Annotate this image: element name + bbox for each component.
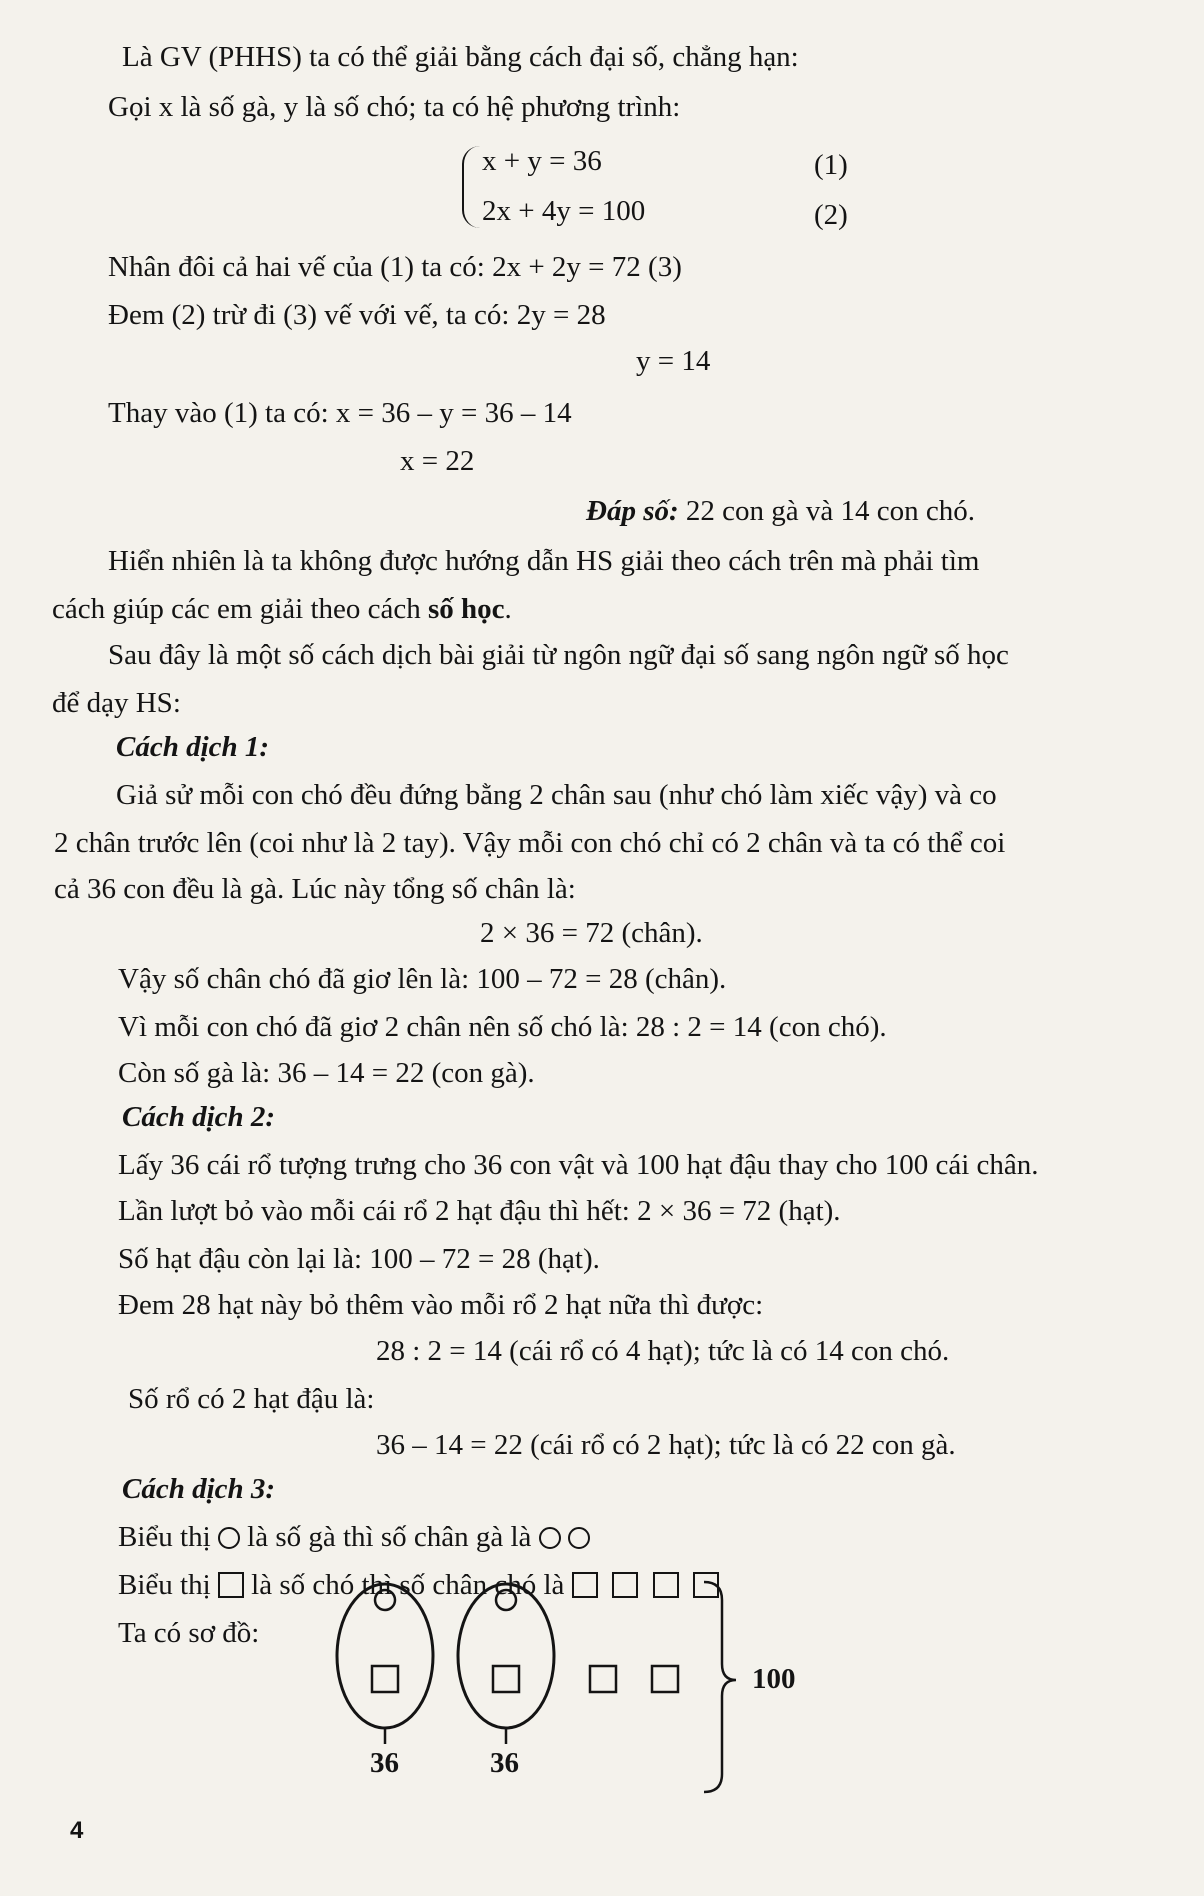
square-symbol: [372, 1666, 398, 1692]
answer-label: Đáp số:: [586, 495, 679, 527]
square-symbol: [493, 1666, 519, 1692]
algebra-step-4: Thay vào (1) ta có: x = 36 – y = 36 – 14: [108, 397, 572, 429]
method-2-line-2: Lần lượt bỏ vào mỗi cái rổ 2 hạt đậu thì hết: 2 × 36 = 72 (hạt).: [118, 1195, 841, 1227]
method-1-line-2: 2 chân trước lên (coi như là 2 tay). Vậy mỗi con chó chỉ có 2 chân và ta có thể coi: [54, 827, 1006, 859]
para1-bold: số học: [428, 593, 505, 625]
method-2-line-1: Lấy 36 cái rổ tượng trưng cho 36 con vật và 100 hạt đậu thay cho 100 cái chân.: [118, 1149, 1039, 1181]
square-symbol: [590, 1666, 616, 1692]
equation-1: x + y = 36: [482, 145, 602, 177]
basket-ellipse-left: [337, 1584, 433, 1728]
algebra-step-1: Nhân đôi cả hai vế của (1) ta có: 2x + 2y = 72 (3): [108, 251, 682, 283]
method-1-line-1: Giả sử mỗi con chó đều đứng bằng 2 chân sau (như chó làm xiếc vậy) và co: [116, 779, 997, 811]
method-3-line-3: Ta có sơ đồ:: [118, 1617, 260, 1649]
intro-line-2: Gọi x là số gà, y là số chó; ta có hệ phương trình:: [108, 91, 681, 123]
para1-text: cách giúp các em giải theo cách: [52, 593, 428, 625]
method-1-line-4: 2 × 36 = 72 (chân).: [480, 917, 703, 949]
square-symbol: [652, 1666, 678, 1692]
page-number: 4: [70, 1817, 84, 1844]
method-3-line-1-a: Biểu thị: [118, 1521, 218, 1553]
algebra-step-2: Đem (2) trừ đi (3) vế với vế, ta có: 2y = 28: [108, 299, 606, 331]
para1-line-1: Hiển nhiên là ta không được hướng dẫn HS giải theo cách trên mà phải tìm: [108, 545, 980, 577]
para2-line-2: để dạy HS:: [52, 687, 181, 719]
algebra-step-3: y = 14: [636, 345, 711, 377]
algebra-step-5: x = 22: [400, 445, 475, 477]
method-2-heading: Cách dịch 2:: [122, 1101, 276, 1133]
right-brace: [704, 1582, 736, 1792]
method-3-line-2-a: Biểu thị: [118, 1569, 218, 1601]
equation-2-tag: (2): [814, 199, 848, 231]
method-2-line-3: Số hạt đậu còn lại là: 100 – 72 = 28 (hạt).: [118, 1243, 600, 1275]
method-3-line-1-b: là số gà thì số chân gà là: [239, 1521, 539, 1553]
method-2-line-4: Đem 28 hạt này bỏ thêm vào mỗi rổ 2 hạt nữa thì được:: [118, 1289, 764, 1321]
count-label-right: 36: [490, 1747, 519, 1779]
para2-line-1: Sau đây là một số cách dịch bài giải từ ngôn ngữ đại số sang ngôn ngữ số học: [108, 639, 1009, 671]
circle-symbol: [496, 1590, 516, 1610]
method-1-line-3: cả 36 con đều là gà. Lúc này tổng số chân là:: [54, 873, 576, 905]
count-label-left: 36: [370, 1747, 399, 1779]
method-1-line-5: Vậy số chân chó đã giơ lên là: 100 – 72 = 28 (chân).: [118, 963, 727, 995]
circle-symbol: [375, 1590, 395, 1610]
intro-line-1: Là GV (PHHS) ta có thể giải bằng cách đại số, chẳng hạn:: [122, 41, 799, 73]
para1-end: .: [504, 593, 512, 625]
method-1-line-7: Còn số gà là: 36 – 14 = 22 (con gà).: [118, 1057, 535, 1089]
method-2-line-5: 28 : 2 = 14 (cái rổ có 4 hạt); tức là có 14 con chó.: [376, 1335, 950, 1367]
method-1-heading: Cách dịch 1:: [116, 731, 270, 763]
method-1-line-6: Vì mỗi con chó đã giơ 2 chân nên số chó là: 28 : 2 = 14 (con chó).: [118, 1011, 887, 1043]
method-3-line-2-b: là số chó thì số chân chó là: [243, 1569, 572, 1601]
equation-1-tag: (1): [814, 149, 848, 181]
equation-2: 2x + 4y = 100: [482, 195, 646, 227]
method-2-line-6: Số rổ có 2 hạt đậu là:: [128, 1383, 375, 1415]
basket-ellipse-right: [458, 1584, 554, 1728]
method-2-line-7: 36 – 14 = 22 (cái rổ có 2 hạt); tức là có 22 con gà.: [376, 1429, 956, 1461]
answer-text: 22 con gà và 14 con chó.: [678, 495, 975, 527]
method-3-heading: Cách dịch 3:: [122, 1473, 276, 1505]
total-label: 100: [752, 1663, 796, 1695]
